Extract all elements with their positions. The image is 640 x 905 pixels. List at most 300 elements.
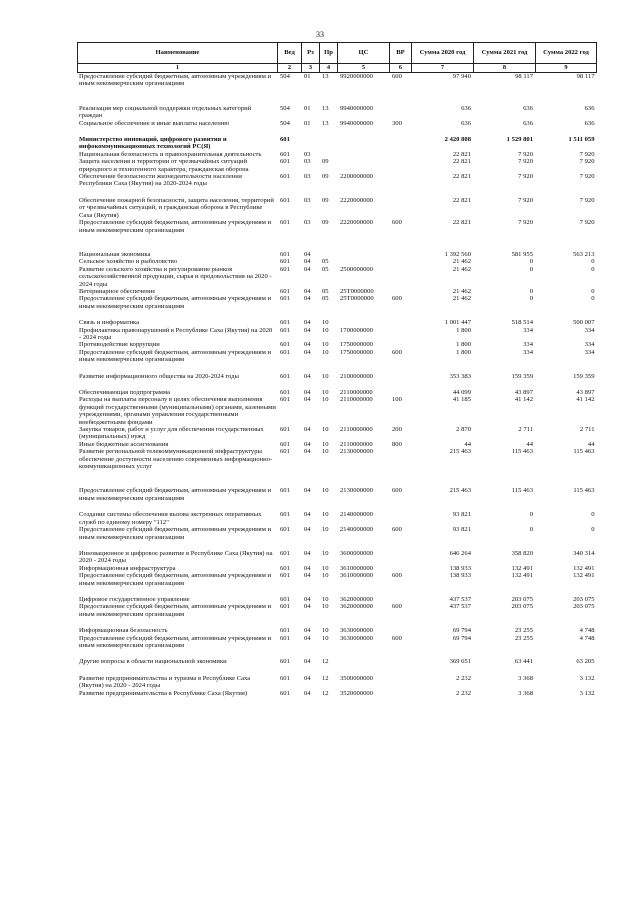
row-pr: 10	[322, 564, 329, 572]
row-sum-2021: 0	[529, 265, 533, 273]
row-sum-2020: 1 392 560	[444, 250, 471, 258]
row-sum-2022: 500 007	[573, 319, 595, 327]
row-ved: 601	[280, 487, 290, 495]
row-sum-2020: 93 821	[452, 511, 471, 519]
row-cs	[338, 658, 390, 665]
spacer-cell	[78, 188, 597, 197]
row-sum-2022: 132 491	[573, 564, 595, 572]
table-row	[78, 288, 597, 295]
row-sum-2022: 44	[587, 440, 595, 448]
row-sum-2020: 369 651	[449, 658, 471, 666]
spacer-cell	[78, 88, 597, 105]
row-sum-2022: 636	[584, 104, 595, 112]
row-sum-2021: 3 368	[518, 674, 533, 682]
row-ved: 601	[280, 627, 290, 635]
header-rz: Рз	[302, 43, 320, 64]
row-sum-2022: 3 132	[579, 674, 595, 682]
table-row	[78, 158, 597, 173]
row-rz: 04	[304, 372, 311, 380]
row-name: Предоставление субсидий бюджетным, автономным учреждениям и иным некоммерческим организациям	[79, 219, 272, 234]
row-sum-2020: 21 462	[452, 265, 471, 273]
row-vr: 600	[392, 603, 402, 611]
row-rz: 04	[304, 348, 311, 356]
row-pr: 09	[322, 158, 329, 166]
row-ved: 601	[280, 341, 290, 349]
row-sum-2021: 115 463	[511, 448, 533, 456]
row-sum-2021: 0	[529, 511, 533, 519]
row-vr	[390, 197, 412, 219]
spacer-cell	[78, 234, 597, 251]
row-sum-2021: 581 955	[511, 250, 533, 258]
row-name: Закупка товаров, работ и услуг для обеспечения государственных (муниципальных) нужд	[79, 426, 264, 441]
spacer-cell	[78, 310, 597, 319]
row-rz: 04	[304, 440, 311, 448]
row-cs: 1750000000	[340, 341, 373, 349]
row-sum-2020: 437 537	[449, 603, 471, 611]
row-rz: 04	[304, 627, 311, 635]
spacer-cell	[78, 618, 597, 627]
header-name: Наименование	[78, 43, 278, 64]
row-pr: 10	[322, 348, 329, 356]
row-vr	[390, 136, 412, 151]
row-vr	[390, 327, 412, 342]
row-ved: 601	[280, 287, 290, 295]
row-sum-2020: 21 462	[452, 295, 471, 303]
table-row	[78, 572, 597, 587]
row-rz: 04	[304, 487, 311, 495]
row-ved: 601	[280, 389, 290, 396]
row-rz: 04	[304, 250, 311, 258]
row-vr	[390, 389, 412, 396]
row-vr	[390, 173, 412, 188]
row-cs: 9940000000	[340, 119, 373, 127]
row-name: Реализация мер социальной поддержки отдельных категорий граждан	[79, 104, 252, 120]
row-sum-2020: 138 933	[449, 572, 471, 580]
row-sum-2021: 636	[523, 119, 533, 127]
row-cs: 2500000000	[340, 265, 373, 273]
table-row	[78, 295, 597, 310]
row-cs	[338, 319, 390, 326]
row-rz: 04	[304, 396, 311, 404]
colnum: 7	[412, 64, 474, 73]
header-sum-2022: Сумма 2022 год	[536, 43, 597, 64]
row-rz: 04	[304, 658, 311, 666]
row-cs: 2110000000	[340, 440, 373, 448]
row-name: Предоставление субсидий бюджетным, автономным учреждениям и иным некоммерческим организациям	[79, 603, 272, 618]
row-name: Развитие предпринимательства и туризма в Республике Саха (Якутия) на 2020 - 2024 годы	[79, 674, 251, 690]
row-pr: 10	[322, 319, 329, 327]
row-ved: 601	[280, 265, 290, 273]
row-vr	[390, 373, 412, 380]
row-name: Развитие региональной телекоммуникационной инфраструктуры обеспечение доступности населению современных информационно-коммуникационных услуг	[79, 448, 273, 471]
row-cs: 3630000000	[340, 634, 373, 642]
row-sum-2021: 7 920	[518, 158, 533, 166]
row-name: Связь и информатика	[79, 319, 140, 327]
table-row	[78, 627, 597, 634]
row-pr: 13	[322, 119, 329, 127]
row-rz: 04	[304, 634, 311, 642]
row-ved: 601	[280, 295, 290, 303]
row-ved: 601	[280, 689, 290, 697]
row-rz: 04	[304, 549, 311, 557]
row-sum-2022: 41 142	[576, 396, 595, 404]
table-row	[78, 266, 597, 288]
row-ved: 601	[280, 258, 290, 266]
row-pr: 12	[322, 674, 329, 682]
row-pr: 10	[322, 448, 329, 456]
row-sum-2021: 7 920	[518, 219, 533, 227]
row-sum-2022: 0	[591, 265, 595, 273]
row-sum-2021: 2 711	[518, 426, 533, 434]
row-rz: 04	[304, 265, 311, 273]
row-name: Предоставление субсидий бюджетным, автономным учреждениям и иным некоммерческим организациям	[79, 634, 272, 649]
row-pr: 10	[322, 627, 329, 635]
row-pr: 13	[322, 104, 329, 112]
row-sum-2020: 215 463	[449, 448, 471, 456]
row-sum-2022: 0	[591, 258, 595, 266]
table-row	[78, 105, 597, 120]
row-cs: 2110000000	[340, 389, 373, 396]
row-sum-2022: 98 117	[576, 73, 595, 80]
row-cs	[338, 251, 390, 258]
row-name: Социальное обеспечение и иные выплаты населению	[79, 119, 230, 127]
table-row	[78, 550, 597, 565]
row-sum-2022: 7 920	[579, 219, 595, 227]
table-row	[78, 373, 597, 380]
row-sum-2021: 43 897	[514, 389, 533, 396]
row-vr	[390, 596, 412, 603]
table-row	[78, 251, 597, 258]
row-cs: 3610000000	[340, 564, 373, 572]
row-ved: 601	[280, 572, 290, 580]
row-sum-2022: 4 748	[579, 634, 595, 642]
row-vr	[390, 151, 412, 158]
row-ved: 601	[280, 219, 290, 227]
row-cs: 2130000000	[340, 487, 373, 495]
row-rz: 04	[304, 287, 311, 295]
row-cs	[338, 151, 390, 158]
row-pr: 10	[322, 549, 329, 557]
row-rz: 04	[304, 326, 311, 334]
row-pr: 10	[322, 634, 329, 642]
table-row	[78, 596, 597, 603]
row-cs: 3600000000	[340, 549, 373, 557]
colnum: 1	[78, 64, 278, 73]
row-sum-2022: 4 748	[579, 627, 595, 635]
row-ved: 601	[280, 150, 290, 158]
row-cs: 25Т0000000	[340, 287, 374, 295]
row-vr	[390, 511, 412, 526]
row-pr	[320, 136, 338, 151]
row-spacer	[78, 502, 597, 511]
spacer-cell	[78, 127, 597, 136]
row-vr	[390, 158, 412, 173]
row-ved: 601	[280, 173, 290, 181]
row-sum-2022: 115 463	[573, 487, 595, 495]
row-sum-2021: 7 920	[518, 150, 533, 158]
row-sum-2022: 0	[591, 287, 595, 295]
row-sum-2021: 7 920	[518, 173, 533, 181]
row-sum-2021: 63 441	[514, 658, 533, 666]
row-rz: 04	[304, 674, 311, 682]
row-sum-2020: 437 537	[449, 595, 471, 603]
row-ved: 601	[280, 372, 290, 380]
row-name: Иные бюджетные ассигнования	[79, 440, 169, 448]
row-rz: 04	[304, 526, 311, 534]
row-ved: 601	[280, 674, 290, 682]
table-row	[78, 173, 597, 188]
row-vr: 600	[392, 526, 402, 534]
spacer-cell	[78, 502, 597, 511]
row-ved: 601	[280, 426, 290, 434]
table-row	[78, 349, 597, 364]
row-sum-2021: 41 142	[514, 396, 533, 404]
row-rz: 04	[304, 511, 311, 519]
row-ved: 601	[280, 319, 290, 327]
row-pr: 13	[322, 73, 329, 80]
table-row	[78, 603, 597, 618]
row-rz: 04	[304, 295, 311, 303]
row-sum-2020: 646 264	[449, 549, 471, 557]
row-sum-2020: 1 800	[456, 341, 471, 349]
row-sum-2022: 340 314	[573, 549, 595, 557]
row-sum-2021: 334	[523, 326, 533, 334]
row-sum-2020: 22 821	[452, 173, 471, 181]
row-vr: 600	[392, 348, 402, 356]
colnum: 4	[320, 64, 338, 73]
row-rz	[302, 136, 320, 151]
row-sum-2021: 0	[529, 287, 533, 295]
row-pr: 10	[322, 341, 329, 349]
row-name: Инновационное и цифровое развитие в Республике Саха (Якутия) на 2020 - 2024 годы	[79, 549, 273, 565]
row-sum-2020: 21 462	[452, 287, 471, 295]
row-vr	[390, 627, 412, 634]
row-rz: 04	[304, 448, 311, 456]
row-pr: 10	[322, 603, 329, 611]
row-rz: 03	[304, 219, 311, 227]
row-sum-2020: 2 232	[456, 674, 471, 682]
row-sum-2020: 22 821	[452, 219, 471, 227]
row-spacer	[78, 88, 597, 105]
row-sum-2022: 1 511 059	[568, 136, 595, 144]
table-row	[78, 675, 597, 690]
row-pr: 09	[322, 173, 329, 181]
row-name: Ветеринарное обеспечение	[79, 287, 156, 295]
row-spacer	[78, 470, 597, 487]
row-ved: 601	[280, 196, 290, 204]
row-cs: 3620000000	[340, 595, 373, 603]
row-pr	[320, 251, 338, 258]
table-row	[78, 396, 597, 426]
row-sum-2020: 22 821	[452, 196, 471, 204]
row-sum-2022: 43 897	[576, 389, 595, 396]
row-sum-2020: 1 001 447	[444, 319, 471, 327]
row-sum-2021: 132 491	[511, 572, 533, 580]
row-vr: 300	[392, 119, 402, 127]
row-sum-2021: 132 491	[511, 564, 533, 572]
spacer-cell	[78, 364, 597, 373]
row-name: Расходы на выплаты персоналу в целях обеспечения выполнения функций государственными (муниципальными) органами, казенными учреждениями, органами управления государственными внебюджетными фондами	[79, 396, 276, 426]
row-vr: 600	[392, 634, 402, 642]
row-sum-2022: 334	[584, 348, 595, 356]
row-sum-2022: 3 132	[579, 689, 595, 697]
row-ved: 601	[280, 440, 290, 448]
row-sum-2021: 518 514	[511, 319, 533, 327]
colnum: 5	[338, 64, 390, 73]
table-row	[78, 120, 597, 127]
row-cs: 3630000000	[340, 627, 373, 635]
row-pr: 10	[322, 526, 329, 534]
row-pr: 10	[322, 595, 329, 603]
row-vr	[390, 448, 412, 470]
row-pr: 10	[322, 572, 329, 580]
row-pr: 10	[322, 372, 329, 380]
table-row	[78, 426, 597, 441]
row-vr: 600	[392, 219, 402, 227]
row-name: Министерство инноваций, цифрового развития и инфокоммуникационных технологий РС(Я)	[79, 136, 227, 151]
row-sum-2022: 115 463	[573, 448, 595, 456]
row-cs: 3520000000	[340, 689, 373, 697]
row-sum-2021: 0	[529, 295, 533, 303]
row-vr: 600	[392, 295, 402, 303]
row-ved: 601	[280, 326, 290, 334]
row-pr: 12	[322, 689, 329, 697]
row-cs: 2130000000	[340, 448, 373, 456]
row-vr	[390, 258, 412, 265]
row-name: Сельское хозяйство и рыболовство	[79, 258, 178, 266]
row-name: Профилактика правонарушений в Республике Саха (Якутия) на 2020 - 2024 годы	[79, 326, 273, 341]
row-vr	[390, 690, 412, 697]
row-sum-2020: 636	[461, 104, 471, 112]
row-rz: 03	[304, 150, 311, 158]
row-pr: 10	[322, 487, 329, 495]
row-sum-2020: 22 821	[452, 158, 471, 166]
row-name: Развитие информационного общества на 2020-2024 годы	[79, 372, 239, 380]
table-row	[78, 151, 597, 158]
row-ved: 601	[280, 136, 290, 144]
row-ved: 504	[280, 73, 290, 80]
row-spacer	[78, 234, 597, 251]
row-sum-2021: 203 075	[511, 595, 533, 603]
row-pr: 10	[322, 440, 329, 448]
row-sum-2020: 44 099	[452, 389, 471, 396]
row-pr: 05	[322, 287, 329, 295]
header-sum-2021: Сумма 2021 год	[474, 43, 536, 64]
row-vr	[390, 658, 412, 665]
header-pr: Пр	[320, 43, 338, 64]
row-spacer	[78, 649, 597, 658]
row-cs: 3610000000	[340, 572, 373, 580]
row-name: Обеспечивающая подпрограмма	[79, 389, 171, 396]
row-name: Информационная безопасность	[79, 627, 168, 635]
row-cs: 1750000000	[340, 348, 373, 356]
row-pr: 10	[322, 426, 329, 434]
row-cs	[338, 158, 390, 173]
row-sum-2022: 0	[591, 295, 595, 303]
row-sum-2021: 98 117	[515, 73, 533, 80]
table-row	[78, 197, 597, 219]
spacer-cell	[78, 380, 597, 389]
row-sum-2020: 1 800	[456, 348, 471, 356]
row-sum-2022: 636	[584, 119, 595, 127]
row-vr: 600	[392, 487, 402, 495]
row-cs: 1700000000	[340, 326, 373, 334]
row-cs: 2140000000	[340, 526, 373, 534]
row-sum-2021: 358 820	[511, 549, 533, 557]
row-sum-2020: 41 185	[452, 396, 471, 404]
row-sum-2020: 69 794	[452, 634, 471, 642]
row-sum-2020: 69 794	[452, 627, 471, 635]
row-pr: 05	[322, 295, 329, 303]
row-cs: 2140000000	[340, 511, 373, 519]
table-row	[78, 327, 597, 342]
row-ved: 601	[280, 250, 290, 258]
row-vr	[390, 550, 412, 565]
row-ved: 601	[280, 549, 290, 557]
colnum: 2	[278, 64, 302, 73]
row-name: Предоставление субсидий бюджетным, автономным учреждениям и иным некоммерческим организациям	[79, 73, 272, 88]
header-vr: ВР	[390, 43, 412, 64]
row-sum-2020: 21 462	[452, 258, 471, 266]
row-pr: 09	[322, 196, 329, 204]
row-ved: 601	[280, 595, 290, 603]
row-rz: 03	[304, 173, 311, 181]
colnum: 3	[302, 64, 320, 73]
row-rz: 04	[304, 564, 311, 572]
row-rz: 01	[304, 119, 311, 127]
table-row	[78, 635, 597, 650]
row-sum-2021: 23 255	[514, 627, 533, 635]
row-sum-2022: 0	[591, 526, 595, 534]
row-name: Обеспечение пожарной безопасности, защита населения, территорий от чрезвычайных ситуаций, и гражданская оборона в Республике Саха (Якутия)	[79, 196, 274, 219]
row-cs: 2200000000	[340, 173, 373, 181]
row-ved: 601	[280, 448, 290, 456]
spacer-cell	[78, 666, 597, 675]
row-vr: 800	[392, 440, 402, 448]
row-sum-2020: 215 463	[449, 487, 471, 495]
row-cs: 25Т0000000	[340, 295, 374, 303]
row-sum-2020: 2 232	[456, 689, 471, 697]
row-pr: 10	[322, 389, 329, 396]
table-row	[78, 219, 597, 234]
row-vr	[390, 251, 412, 258]
row-ved: 601	[280, 658, 290, 666]
row-pr: 09	[322, 219, 329, 227]
row-name: Предоставление субсидий бюджетным, автономным учреждениям и иным некоммерческим организациям	[79, 572, 272, 587]
row-name: Противодействие коррупции	[79, 341, 160, 349]
row-spacer	[78, 541, 597, 550]
page-number: 33	[316, 30, 324, 39]
row-name: Обеспечение безопасности жизнедеятельности населения Республики Саха (Якутия) на 2020-2024 годы	[79, 173, 242, 188]
row-pr: 05	[322, 258, 329, 266]
row-sum-2020: 636	[461, 119, 471, 127]
row-rz: 04	[304, 258, 311, 266]
row-pr: 05	[322, 265, 329, 273]
header-sum-2020: Сумма 2020 год	[412, 43, 474, 64]
table-row	[78, 658, 597, 665]
table-body	[78, 73, 597, 698]
table-row	[78, 73, 597, 88]
row-sum-2021: 44	[526, 440, 533, 448]
table-row	[78, 389, 597, 396]
row-pr: 10	[322, 396, 329, 404]
row-ved: 601	[280, 564, 290, 572]
row-rz: 04	[304, 572, 311, 580]
row-rz: 04	[304, 341, 311, 349]
row-sum-2022: 7 920	[579, 196, 595, 204]
row-sum-2021: 7 920	[518, 196, 533, 204]
row-sum-2020: 353 383	[449, 372, 471, 380]
